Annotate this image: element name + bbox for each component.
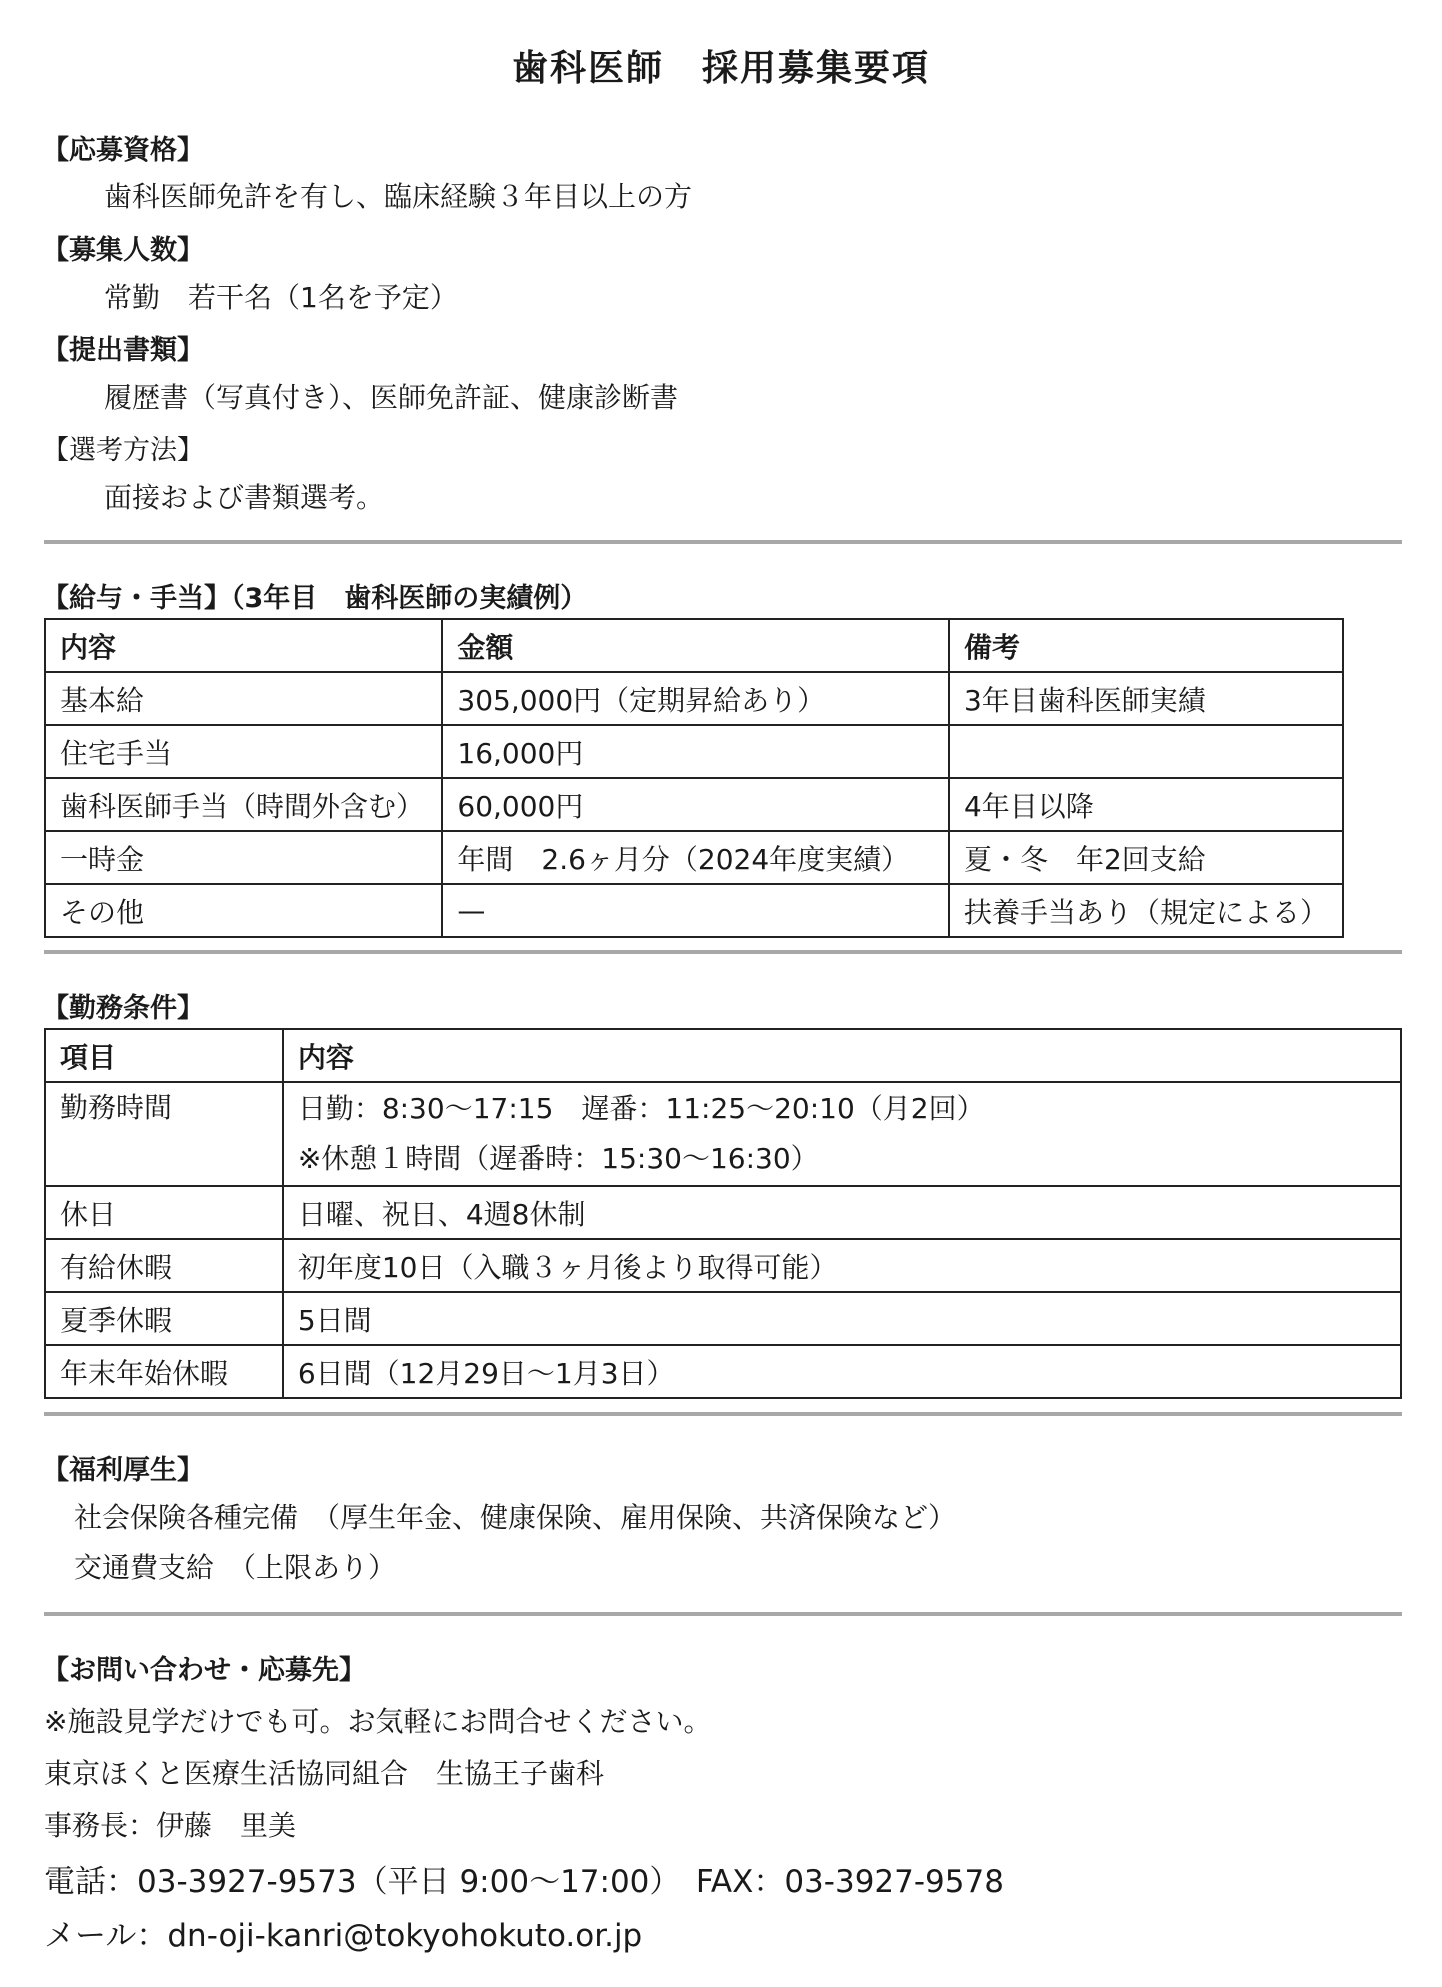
divider bbox=[44, 1412, 1402, 1416]
table-cell: 扶養手当あり（規定による） bbox=[949, 884, 1343, 937]
table-cell: — bbox=[442, 884, 949, 937]
table-cell: 住宅手当 bbox=[45, 725, 442, 778]
column-header: 内容 bbox=[283, 1029, 1401, 1082]
table-cell: 3年目歯科医師実績 bbox=[949, 672, 1343, 725]
salary-table bbox=[44, 618, 1344, 938]
table-cell bbox=[283, 1082, 1401, 1186]
welfare-heading: 【福利厚生】 bbox=[42, 1455, 204, 1486]
contact-heading: 【お問い合わせ・応募先】 bbox=[42, 1655, 366, 1686]
work-table bbox=[44, 1028, 1402, 1399]
work-break-line: ※休憩１時間（遅番時：15:30～16:30） bbox=[297, 1142, 819, 1175]
contact-org: 東京ほくと医療生活協同組合 生協王子歯科 bbox=[44, 1757, 605, 1790]
table-cell: 有給休暇 bbox=[45, 1239, 283, 1292]
table-cell: 年末年始休暇 bbox=[45, 1345, 283, 1398]
table-row bbox=[45, 1239, 1401, 1292]
table-cell: 夏・冬 年2回支給 bbox=[949, 831, 1343, 884]
table-row bbox=[45, 672, 1343, 725]
table-cell: 5日間 bbox=[283, 1292, 1401, 1345]
table-header-row bbox=[45, 619, 1343, 672]
contact-note: ※施設見学だけでも可。お気軽にお問合せください。 bbox=[44, 1705, 712, 1738]
table-cell: 60,000円 bbox=[442, 778, 949, 831]
table-cell: 6日間（12月29日～1月3日） bbox=[283, 1345, 1401, 1398]
documents-heading: 【提出書類】 bbox=[42, 335, 204, 366]
table-cell: その他 bbox=[45, 884, 442, 937]
recruitment-heading: 【募集人数】 bbox=[42, 235, 204, 266]
selection-heading: 【選考方法】 bbox=[42, 435, 204, 466]
contact-phone: 電話：03-3927-9573（平日 9:00～17:00） FAX：03-3927-9578 bbox=[44, 1864, 1004, 1900]
welfare-line: 交通費支給 （上限あり） bbox=[74, 1551, 397, 1584]
table-cell: 4年目以降 bbox=[949, 778, 1343, 831]
table-row bbox=[45, 778, 1343, 831]
column-header: 内容 bbox=[45, 619, 442, 672]
page-title: 歯科医師 採用募集要項 bbox=[511, 48, 930, 89]
contact-manager: 事務長：伊藤 里美 bbox=[44, 1809, 297, 1842]
divider bbox=[44, 950, 1402, 954]
welfare-line: 社会保険各種完備 （厚生年金、健康保険、雇用保険、共済保険など） bbox=[74, 1501, 957, 1534]
table-header-row bbox=[45, 1029, 1401, 1082]
table-row bbox=[45, 1292, 1401, 1345]
column-header: 金額 bbox=[442, 619, 949, 672]
table-row bbox=[45, 725, 1343, 778]
column-header: 項目 bbox=[45, 1029, 283, 1082]
table-cell: 305,000円（定期昇給あり） bbox=[442, 672, 949, 725]
table-cell: 基本給 bbox=[45, 672, 442, 725]
table-cell: 年間 2.6ヶ月分（2024年度実績） bbox=[442, 831, 949, 884]
table-row bbox=[45, 1082, 1401, 1186]
recruitment-text: 常勤 若干名（1名を予定） bbox=[104, 281, 458, 314]
table-row bbox=[45, 884, 1343, 937]
work-hours-line: 日勤：8:30～17:15 遅番：11:25～20:10（月2回） bbox=[297, 1092, 985, 1125]
table-row bbox=[45, 1345, 1401, 1398]
table-cell: 日曜、祝日、4週8休制 bbox=[283, 1186, 1401, 1239]
qualification-text: 歯科医師免許を有し、臨床経験３年目以上の方 bbox=[104, 180, 693, 213]
table-cell: 一時金 bbox=[45, 831, 442, 884]
contact-email: メール：dn-oji-kanri@tokyohokuto.or.jp bbox=[44, 1918, 643, 1954]
work-heading: 【勤務条件】 bbox=[42, 993, 204, 1024]
divider bbox=[44, 540, 1402, 544]
salary-heading: 【給与・手当】（3年目 歯科医師の実績例） bbox=[42, 583, 588, 614]
table-cell: 16,000円 bbox=[442, 725, 949, 778]
table-row bbox=[45, 831, 1343, 884]
table-cell: 初年度10日（入職３ヶ月後より取得可能） bbox=[283, 1239, 1401, 1292]
table-row bbox=[45, 1186, 1401, 1239]
table-cell bbox=[949, 725, 1343, 778]
work-hours-label: 勤務時間 bbox=[60, 1091, 173, 1124]
divider bbox=[44, 1612, 1402, 1616]
documents-text: 履歴書（写真付き）、医師免許証、健康診断書 bbox=[104, 381, 679, 414]
table-cell: 夏季休暇 bbox=[45, 1292, 283, 1345]
selection-text: 面接および書類選考。 bbox=[104, 481, 385, 514]
column-header: 備考 bbox=[949, 619, 1343, 672]
qualification-heading: 【応募資格】 bbox=[42, 135, 204, 166]
table-cell: 休日 bbox=[45, 1186, 283, 1239]
table-cell: 歯科医師手当（時間外含む） bbox=[45, 778, 442, 831]
table-cell bbox=[45, 1082, 283, 1186]
